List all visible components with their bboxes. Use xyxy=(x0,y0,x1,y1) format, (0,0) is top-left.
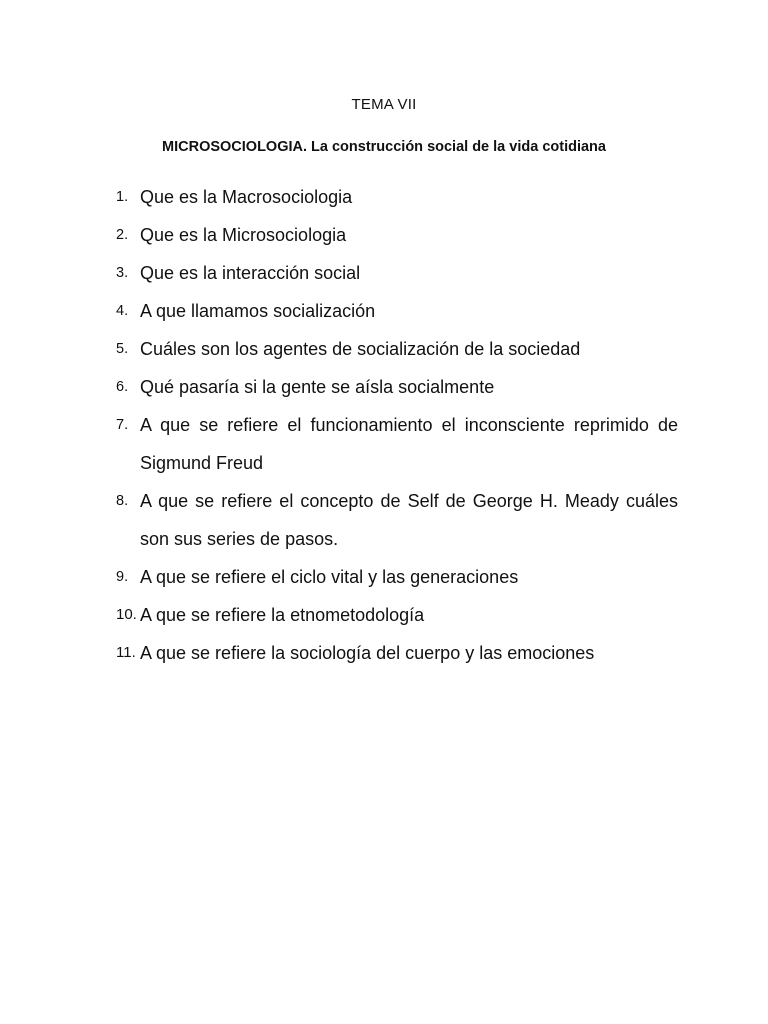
question-item xyxy=(108,634,678,672)
question-item xyxy=(108,558,678,596)
question-text: Qué pasaría si la gente se aísla socialmente xyxy=(140,377,495,397)
question-number: 3. xyxy=(116,265,129,281)
page-title: TEMA VII xyxy=(351,96,417,113)
question-number: 7. xyxy=(116,417,129,433)
question-item xyxy=(108,216,678,254)
question-item xyxy=(108,178,678,216)
question-number: 6. xyxy=(116,379,129,395)
question-text: A que se refiere el concepto de Self de George H. Meady cuáles son sus series de pasos. xyxy=(140,491,678,549)
question-item xyxy=(108,482,678,558)
question-list xyxy=(108,178,678,672)
question-number: 2. xyxy=(116,227,129,243)
question-number: 10. xyxy=(116,606,137,623)
question-text: Que es la Microsociologia xyxy=(140,225,347,245)
page-subtitle: MICROSOCIOLOGIA. La construcción social de la vida cotidiana xyxy=(162,139,606,155)
question-number: 5. xyxy=(116,341,129,357)
question-text: A que se refiere el ciclo vital y las generaciones xyxy=(140,567,519,587)
question-text: A que se refiere el funcionamiento el inconsciente reprimido de Sigmund Freud xyxy=(140,415,678,473)
question-item xyxy=(108,406,678,482)
question-number: 11. xyxy=(116,644,136,661)
question-text: A que se refiere la sociología del cuerpo y las emociones xyxy=(140,643,595,663)
question-number: 8. xyxy=(116,493,129,509)
question-item xyxy=(108,368,678,406)
question-item xyxy=(108,596,678,634)
question-number: 1. xyxy=(116,189,129,205)
question-text: A que llamamos socialización xyxy=(140,301,376,321)
question-text: A que se refiere la etnometodología xyxy=(140,605,425,625)
question-number: 9. xyxy=(116,569,129,585)
question-number: 4. xyxy=(116,303,129,319)
question-text: Que es la Macrosociologia xyxy=(140,187,353,207)
question-item xyxy=(108,330,678,368)
question-item xyxy=(108,292,678,330)
question-item xyxy=(108,254,678,292)
question-text: Que es la interacción social xyxy=(140,263,361,283)
question-text: Cuáles son los agentes de socialización de la sociedad xyxy=(140,339,581,359)
